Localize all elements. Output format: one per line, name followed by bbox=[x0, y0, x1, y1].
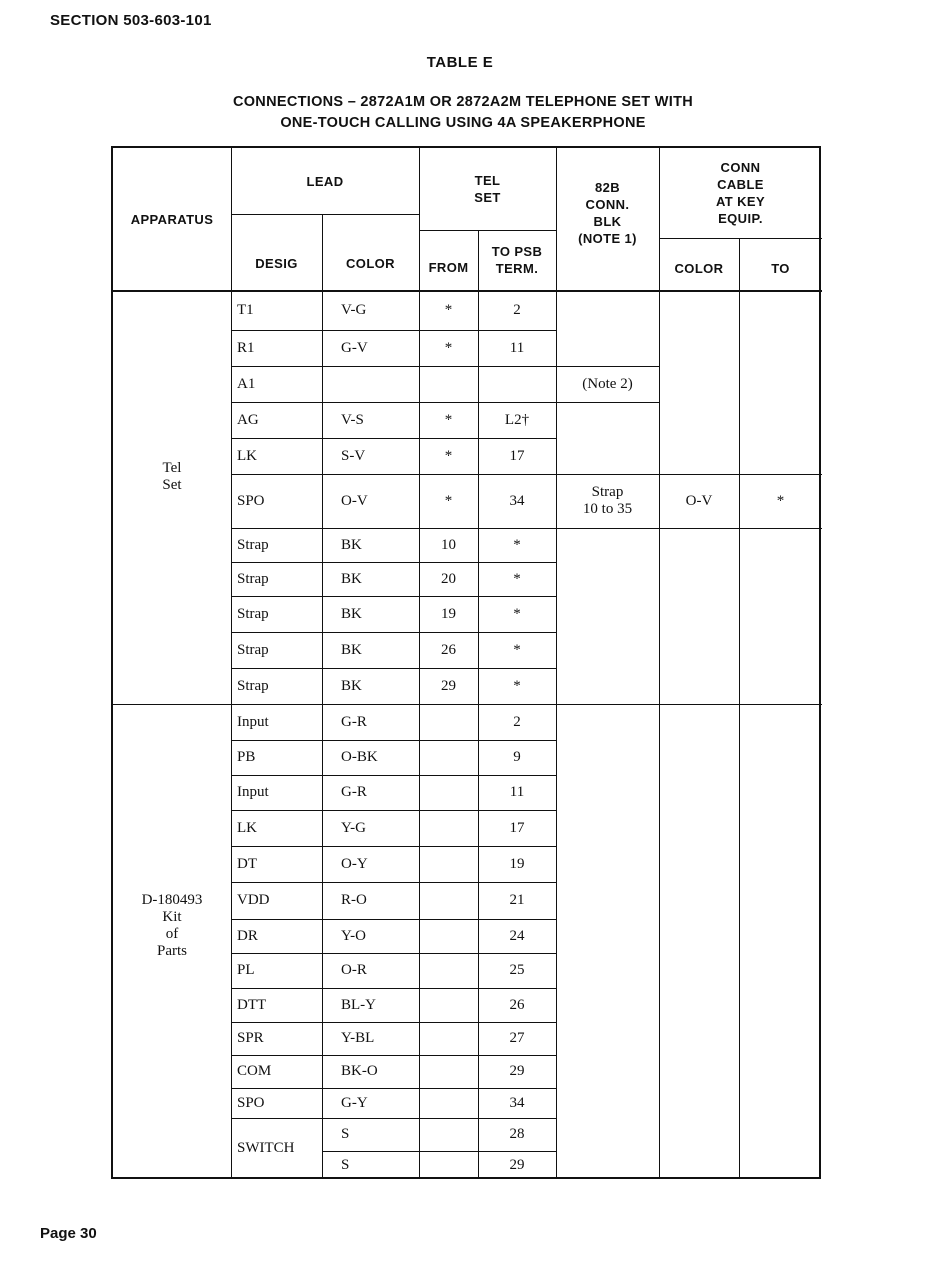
cell-to: * bbox=[513, 536, 521, 553]
cell-from: * bbox=[444, 411, 453, 428]
cell-to: 28 bbox=[509, 1126, 525, 1142]
cell-desig: SPO bbox=[237, 492, 265, 509]
cell-color: G-R bbox=[341, 713, 367, 730]
table-title: TABLE E bbox=[426, 54, 494, 71]
apparatus-kit-of-parts: D-180493 Kit of Parts bbox=[141, 891, 203, 959]
cell-from bbox=[419, 366, 478, 402]
cell-from bbox=[419, 810, 478, 846]
cell-color: BK bbox=[341, 536, 362, 553]
cell-from bbox=[419, 882, 478, 919]
cell-desig: SPO bbox=[237, 1094, 265, 1111]
cell-from: * bbox=[444, 301, 453, 318]
cell-desig: R1 bbox=[237, 339, 255, 356]
cell-color bbox=[322, 366, 419, 402]
cell-color: BK-O bbox=[341, 1063, 378, 1079]
cell-color: Y-O bbox=[341, 927, 366, 944]
header-desig: DESIG bbox=[255, 255, 298, 271]
cell-from: 19 bbox=[441, 605, 456, 622]
cell-from bbox=[419, 988, 478, 1022]
cell-from: * bbox=[444, 447, 453, 464]
cell-color: V-S bbox=[341, 411, 364, 428]
cell-to: 26 bbox=[509, 996, 525, 1013]
cell-desig: PL bbox=[237, 962, 255, 978]
cell-desig: DT bbox=[237, 855, 257, 872]
cell-to: 24 bbox=[509, 927, 525, 944]
cell-desig: Input bbox=[237, 713, 269, 730]
cell-color: Y-G bbox=[341, 819, 366, 836]
cell-desig: Strap bbox=[237, 536, 269, 553]
cell-desig: DR bbox=[237, 927, 258, 944]
conn-blk-note-2: (Note 2) bbox=[582, 375, 633, 392]
cell-desig: COM bbox=[237, 1063, 272, 1079]
cell-to: 27 bbox=[509, 1030, 525, 1046]
cell-to: L2† bbox=[504, 411, 530, 428]
cell-from: * bbox=[444, 492, 453, 509]
cell-from: * bbox=[444, 339, 453, 356]
cell-from: 20 bbox=[441, 570, 456, 587]
cell-from bbox=[419, 1151, 478, 1179]
cable-color-spo: O-V bbox=[685, 492, 713, 509]
cell-to: 11 bbox=[509, 339, 525, 356]
header-tel-set: TEL SET bbox=[474, 173, 501, 205]
cell-desig: Strap bbox=[237, 641, 269, 658]
cell-desig: Strap bbox=[237, 605, 269, 622]
cell-color: G-V bbox=[341, 339, 368, 356]
cell-desig: LK bbox=[237, 819, 257, 836]
table-caption-line-1: CONNECTIONS – 2872A1M OR 2872A2M TELEPHONE SET WITH bbox=[232, 94, 694, 110]
header-to-psb-term: TO PSB TERM. bbox=[491, 244, 543, 276]
cell-to: 17 bbox=[509, 819, 525, 836]
cell-to: * bbox=[513, 677, 521, 694]
cell-to: 34 bbox=[509, 1094, 525, 1111]
desig-switch: SWITCH bbox=[237, 1140, 295, 1156]
cell-from bbox=[419, 775, 478, 810]
cell-from bbox=[419, 953, 478, 988]
header-apparatus: APPARATUS bbox=[130, 211, 214, 227]
cell-desig: VDD bbox=[237, 892, 270, 908]
cell-to: 11 bbox=[509, 784, 525, 800]
cell-color: BK bbox=[341, 677, 362, 694]
cell-color: S-V bbox=[341, 447, 366, 464]
section-header: SECTION 503-603-101 bbox=[50, 12, 212, 29]
cable-to-spo: * bbox=[776, 492, 785, 509]
cell-from bbox=[419, 1055, 478, 1088]
cell-color: O-Y bbox=[341, 855, 368, 872]
cell-to: 21 bbox=[509, 892, 525, 908]
cell-color: O-R bbox=[341, 962, 367, 978]
cell-color: Y-BL bbox=[341, 1030, 375, 1046]
cell-to: 34 bbox=[509, 492, 525, 509]
cell-to: 2 bbox=[513, 713, 521, 730]
cell-to: 25 bbox=[509, 962, 525, 978]
cell-from bbox=[419, 1088, 478, 1118]
cell-color: G-Y bbox=[341, 1094, 368, 1111]
cell-desig: AG bbox=[237, 411, 259, 428]
header-from: FROM bbox=[428, 259, 469, 275]
cell-to: 29 bbox=[509, 1063, 525, 1079]
conn-blk-strap-10-to-35: Strap 10 to 35 bbox=[582, 484, 633, 517]
cell-to: * bbox=[513, 605, 521, 622]
cell-desig: LK bbox=[237, 447, 257, 464]
cell-desig: A1 bbox=[237, 375, 256, 392]
page-number: Page 30 bbox=[40, 1225, 97, 1242]
cell-color: BK bbox=[341, 570, 362, 587]
cell-color: V-G bbox=[341, 301, 367, 318]
cell-from bbox=[419, 846, 478, 882]
header-conn-cable: CONN CABLE AT KEY EQUIP. bbox=[715, 160, 766, 226]
table-caption-line-2: ONE-TOUCH CALLING USING 4A SPEAKERPHONE bbox=[280, 115, 646, 131]
cell-from: 10 bbox=[441, 536, 456, 553]
cell-from bbox=[419, 704, 478, 740]
cell-color: O-V bbox=[341, 492, 368, 509]
cell-to: 29 bbox=[509, 1156, 525, 1173]
cell-to: * bbox=[513, 570, 521, 587]
cell-desig: T1 bbox=[237, 301, 254, 318]
header-cable-to: TO bbox=[771, 260, 790, 276]
cell-to: 9 bbox=[513, 749, 521, 765]
header-lead: LEAD bbox=[306, 173, 344, 189]
cell-desig: Strap bbox=[237, 677, 269, 694]
connections-table bbox=[111, 146, 821, 1179]
cell-from: 26 bbox=[441, 641, 456, 658]
cell-from bbox=[419, 1118, 478, 1151]
cell-to bbox=[478, 366, 556, 402]
cell-from bbox=[419, 1022, 478, 1055]
cell-desig: DTT bbox=[237, 996, 267, 1013]
cell-desig: Strap bbox=[237, 570, 269, 587]
cell-color: BL-Y bbox=[341, 996, 376, 1013]
cell-color: R-O bbox=[341, 892, 367, 908]
cell-from: 29 bbox=[441, 677, 456, 694]
cell-to: 17 bbox=[509, 447, 525, 464]
cell-from bbox=[419, 740, 478, 775]
header-82b-conn-blk: 82B CONN. BLK (NOTE 1) bbox=[578, 180, 637, 246]
header-lead-color: COLOR bbox=[346, 255, 395, 271]
header-cable-color: COLOR bbox=[674, 260, 724, 276]
cell-desig: Input bbox=[237, 784, 269, 800]
cell-desig: PB bbox=[237, 749, 256, 765]
cell-color: S bbox=[341, 1126, 350, 1142]
cell-to: * bbox=[513, 641, 521, 658]
cell-to: 2 bbox=[513, 301, 521, 318]
cell-color: O-BK bbox=[341, 749, 378, 765]
cell-to: 19 bbox=[509, 855, 525, 872]
apparatus-tel-set: Tel Set bbox=[162, 460, 182, 493]
cell-from bbox=[419, 919, 478, 953]
cell-color: BK bbox=[341, 605, 362, 622]
cell-color: BK bbox=[341, 641, 362, 658]
cell-desig: SPR bbox=[237, 1030, 264, 1046]
cell-color: G-R bbox=[341, 784, 367, 800]
cell-color: S bbox=[341, 1156, 350, 1173]
